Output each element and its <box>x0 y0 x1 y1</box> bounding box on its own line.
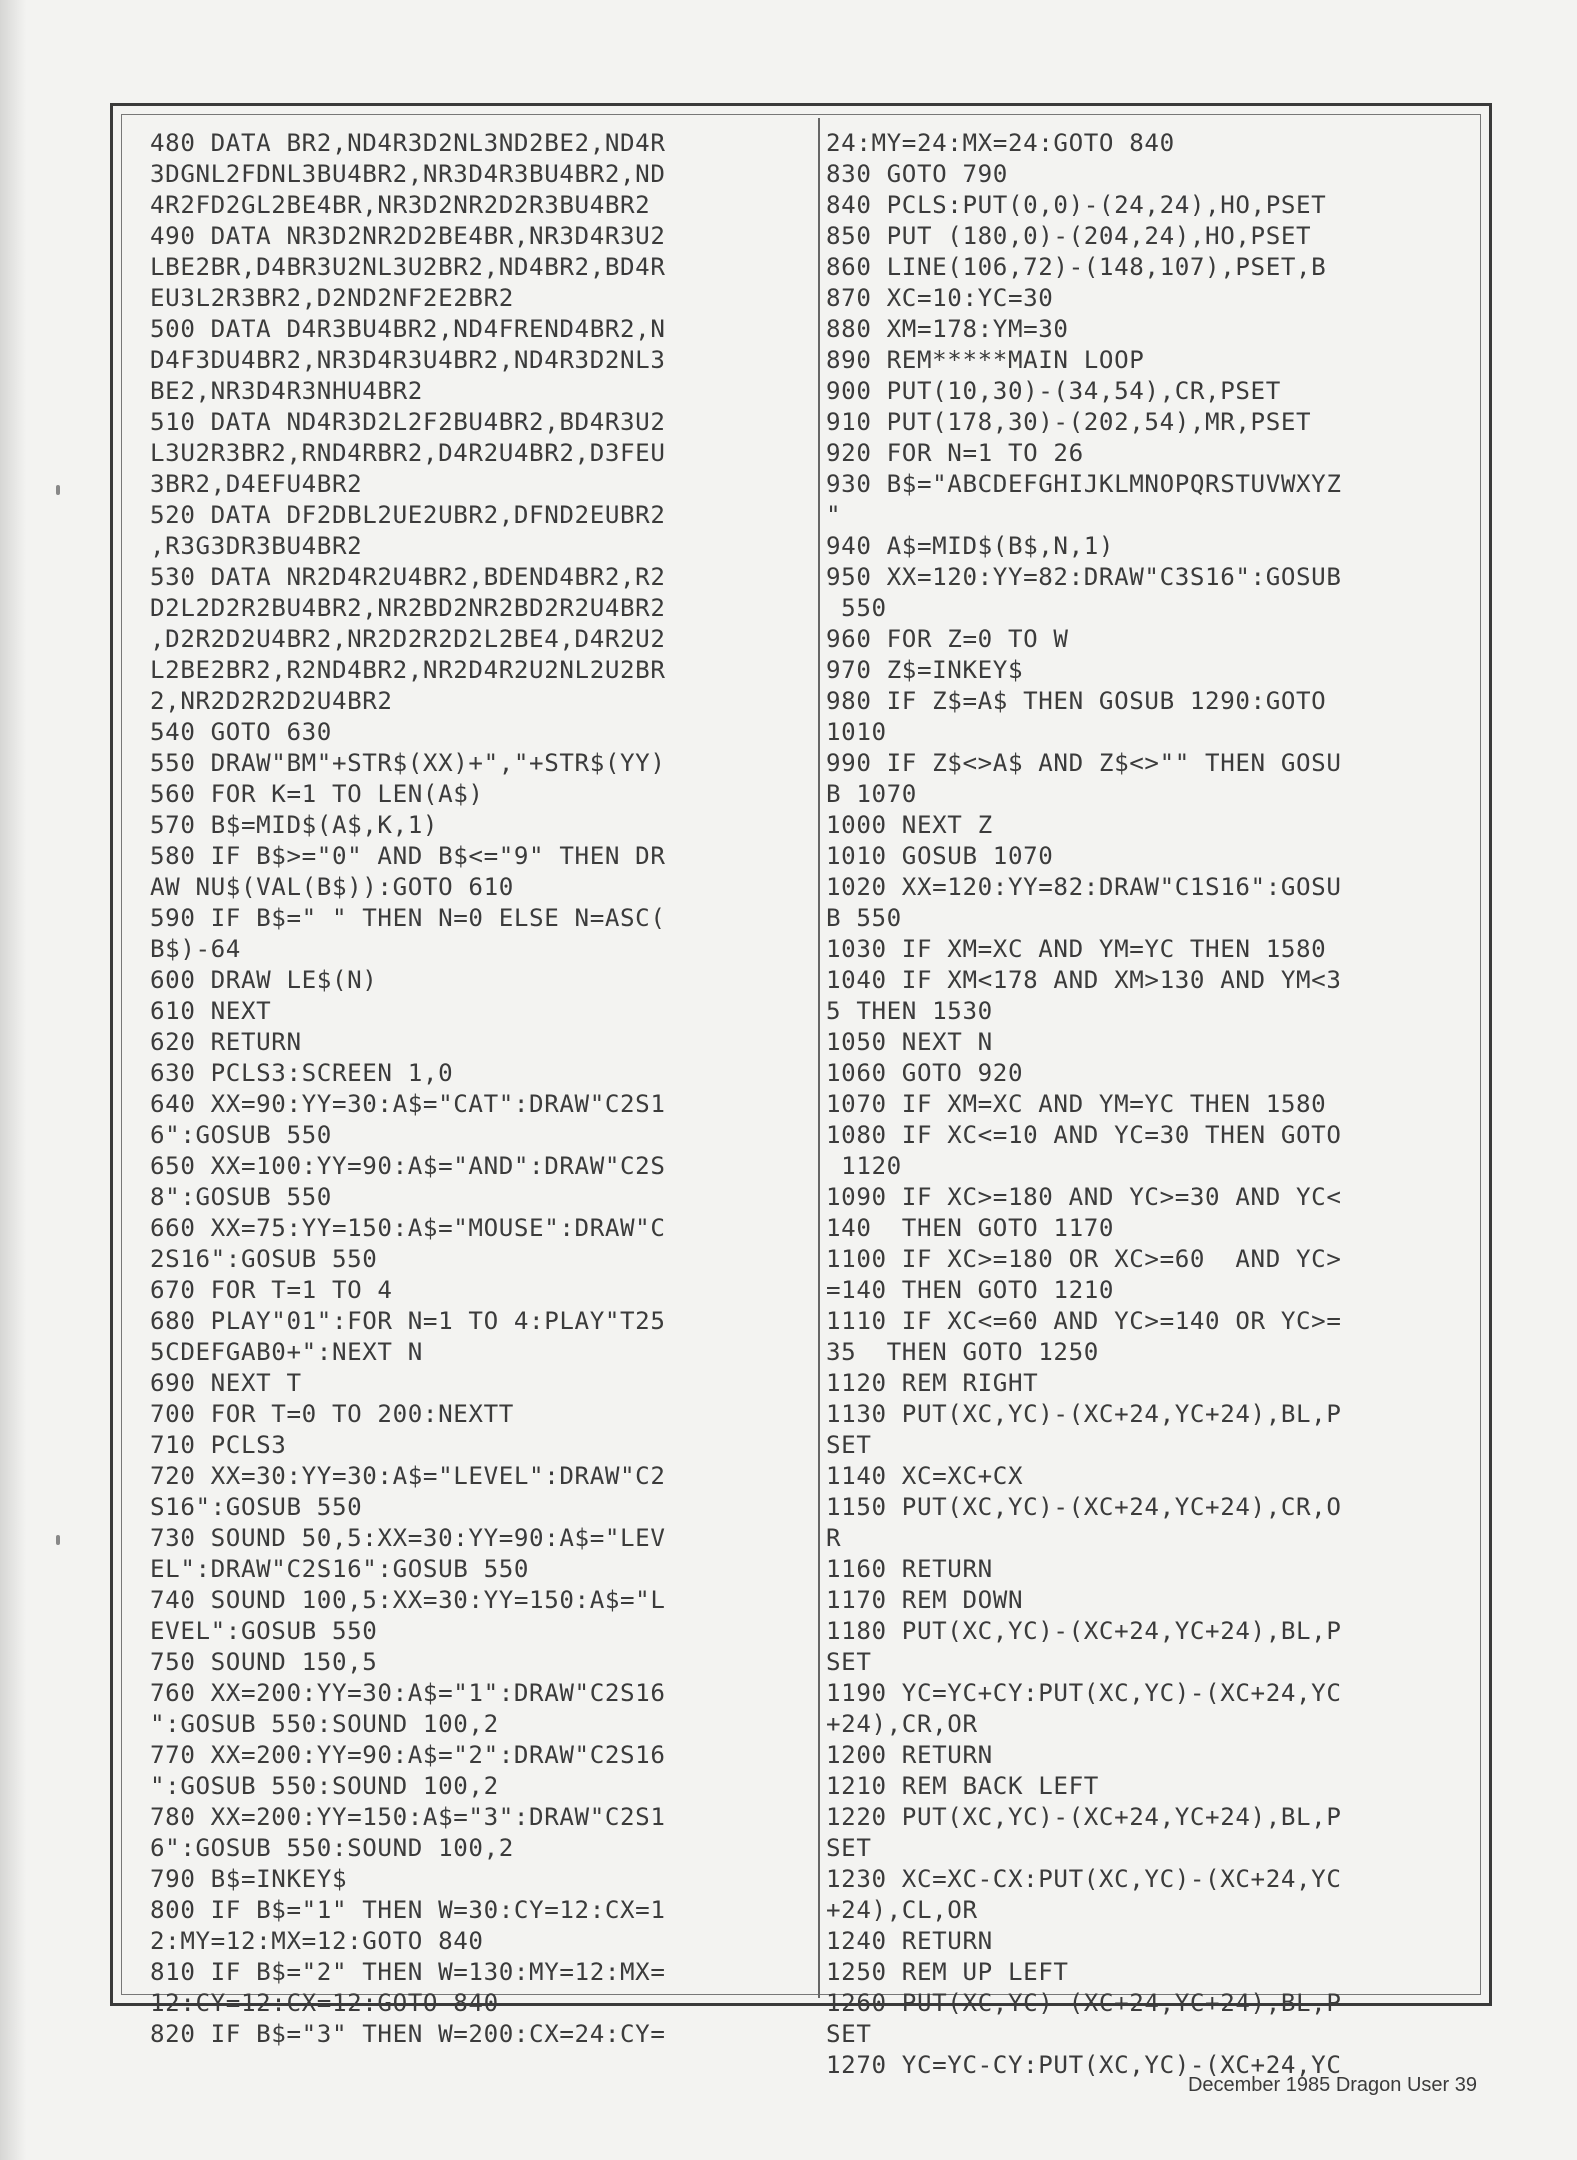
code-line: " <box>826 501 842 529</box>
code-line: SET <box>826 1648 872 1676</box>
code-line: L2BE2BR2,R2ND4BR2,NR2D4R2U2NL2U2BR <box>150 656 666 684</box>
code-line: 900 PUT(10,30)-(34,54),CR,PSET <box>826 377 1281 405</box>
code-line: 490 DATA NR3D2NR2D2BE4BR,NR3D4R3U2 <box>150 222 666 250</box>
code-line: 1240 RETURN <box>826 1927 993 1955</box>
code-line: +24),CL,OR <box>826 1896 978 1924</box>
code-line: 810 IF B$="2" THEN W=130:MY=12:MX= <box>150 1958 666 1986</box>
code-line: 1020 XX=120:YY=82:DRAW"C1S16":GOSU <box>826 873 1342 901</box>
code-line: SET <box>826 1834 872 1862</box>
code-line: 8":GOSUB 550 <box>150 1183 332 1211</box>
code-line: 950 XX=120:YY=82:DRAW"C3S16":GOSUB <box>826 563 1342 591</box>
code-line: BE2,NR3D4R3NHU4BR2 <box>150 377 423 405</box>
code-line: 1010 <box>826 718 887 746</box>
code-line: 860 LINE(106,72)-(148,107),PSET,B <box>826 253 1327 281</box>
code-line: 610 NEXT <box>150 997 272 1025</box>
code-line: 6":GOSUB 550 <box>150 1121 332 1149</box>
code-line: 1070 IF XM=XC AND YM=YC THEN 1580 <box>826 1090 1327 1118</box>
page-footer: December 1985 Dragon User 39 <box>1187 2074 1477 2096</box>
code-line: 870 XC=10:YC=30 <box>826 284 1054 312</box>
code-line: B 1070 <box>826 780 917 808</box>
code-line: 5CDEFGAB0+":NEXT N <box>150 1338 423 1366</box>
code-line: 1180 PUT(XC,YC)-(XC+24,YC+24),BL,P <box>826 1617 1342 1645</box>
code-line: EL":DRAW"C2S16":GOSUB 550 <box>150 1555 530 1583</box>
program-listing-right-column <box>826 128 1466 2081</box>
code-line: 1120 REM RIGHT <box>826 1369 1039 1397</box>
code-line: 970 Z$=INKEY$ <box>826 656 1024 684</box>
code-line: 880 XM=178:YM=30 <box>826 315 1069 343</box>
code-line: 800 IF B$="1" THEN W=30:CY=12:CX=1 <box>150 1896 666 1924</box>
code-line: 510 DATA ND4R3D2L2F2BU4BR2,BD4R3U2 <box>150 408 666 436</box>
code-line: 500 DATA D4R3BU4BR2,ND4FREND4BR2,N <box>150 315 666 343</box>
code-line: 560 FOR K=1 TO LEN(A$) <box>150 780 484 808</box>
code-line: 1150 PUT(XC,YC)-(XC+24,YC+24),CR,O <box>826 1493 1342 1521</box>
code-line: 930 B$="ABCDEFGHIJKLMNOPQRSTUVWXYZ <box>826 470 1342 498</box>
code-line: 530 DATA NR2D4R2U4BR2,BDEND4BR2,R2 <box>150 563 666 591</box>
code-line: EU3L2R3BR2,D2ND2NF2E2BR2 <box>150 284 514 312</box>
code-line: 1220 PUT(XC,YC)-(XC+24,YC+24),BL,P <box>826 1803 1342 1831</box>
binding-mark <box>56 1535 60 1545</box>
column-divider <box>818 118 820 1998</box>
code-line: 730 SOUND 50,5:XX=30:YY=90:A$="LEV <box>150 1524 666 1552</box>
code-line: 1250 REM UP LEFT <box>826 1958 1069 1986</box>
binding-mark <box>56 485 60 495</box>
code-line: ,R3G3DR3BU4BR2 <box>150 532 363 560</box>
code-line: 1170 REM DOWN <box>826 1586 1024 1614</box>
code-line: 830 GOTO 790 <box>826 160 1008 188</box>
code-line: 850 PUT (180,0)-(204,24),HO,PSET <box>826 222 1312 250</box>
code-line: 1260 PUT(XC,YC)-(XC+24,YC+24),BL,P <box>826 1989 1342 2017</box>
code-line: 4R2FD2GL2BE4BR,NR3D2NR2D2R3BU4BR2 <box>150 191 651 219</box>
code-line: 910 PUT(178,30)-(202,54),MR,PSET <box>826 408 1312 436</box>
code-line: 540 GOTO 630 <box>150 718 332 746</box>
code-line: 1130 PUT(XC,YC)-(XC+24,YC+24),BL,P <box>826 1400 1342 1428</box>
code-line: 520 DATA DF2DBL2UE2UBR2,DFND2EUBR2 <box>150 501 666 529</box>
code-line: 1200 RETURN <box>826 1741 993 1769</box>
code-line: 550 DRAW"BM"+STR$(XX)+","+STR$(YY) <box>150 749 666 777</box>
code-line: 570 B$=MID$(A$,K,1) <box>150 811 439 839</box>
code-line: 720 XX=30:YY=30:A$="LEVEL":DRAW"C2 <box>150 1462 666 1490</box>
code-line: SET <box>826 1431 872 1459</box>
code-line: 1120 <box>826 1152 902 1180</box>
code-line: B 550 <box>826 904 902 932</box>
code-line: D4F3DU4BR2,NR3D4R3U4BR2,ND4R3D2NL3 <box>150 346 666 374</box>
code-line: 1160 RETURN <box>826 1555 993 1583</box>
code-line: 890 REM*****MAIN LOOP <box>826 346 1145 374</box>
code-line: 3DGNL2FDNL3BU4BR2,NR3D4R3BU4BR2,ND <box>150 160 666 188</box>
code-line: 1230 XC=XC-CX:PUT(XC,YC)-(XC+24,YC <box>826 1865 1342 1893</box>
code-line: 3BR2,D4EFU4BR2 <box>150 470 363 498</box>
code-line: 920 FOR N=1 TO 26 <box>826 439 1084 467</box>
code-line: 640 XX=90:YY=30:A$="CAT":DRAW"C2S1 <box>150 1090 666 1118</box>
code-line: 660 XX=75:YY=150:A$="MOUSE":DRAW"C <box>150 1214 666 1242</box>
page-edge-shadow <box>0 0 26 2160</box>
code-line: =140 THEN GOTO 1210 <box>826 1276 1115 1304</box>
code-line: 1140 XC=XC+CX <box>826 1462 1024 1490</box>
code-line: 480 DATA BR2,ND4R3D2NL3ND2BE2,ND4R <box>150 129 666 157</box>
code-line: 580 IF B$>="0" AND B$<="9" THEN DR <box>150 842 666 870</box>
code-line: 1090 IF XC>=180 AND YC>=30 AND YC< <box>826 1183 1342 1211</box>
code-line: 740 SOUND 100,5:XX=30:YY=150:A$="L <box>150 1586 666 1614</box>
code-line: 1100 IF XC>=180 OR XC>=60 AND YC> <box>826 1245 1342 1273</box>
code-line: AW NU$(VAL(B$)):GOTO 610 <box>150 873 514 901</box>
program-listing-left-column <box>150 128 790 2050</box>
code-line: 680 PLAY"01":FOR N=1 TO 4:PLAY"T25 <box>150 1307 666 1335</box>
code-line: 760 XX=200:YY=30:A$="1":DRAW"C2S16 <box>150 1679 666 1707</box>
code-line: 1050 NEXT N <box>826 1028 993 1056</box>
code-line: 1270 YC=YC-CY:PUT(XC,YC)-(XC+24,YC <box>826 2051 1342 2079</box>
code-line: 550 <box>826 594 887 622</box>
code-line: 670 FOR T=1 TO 4 <box>150 1276 393 1304</box>
code-line: 1060 GOTO 920 <box>826 1059 1024 1087</box>
code-line: 940 A$=MID$(B$,N,1) <box>826 532 1115 560</box>
code-line: +24),CR,OR <box>826 1710 978 1738</box>
code-line: 1190 YC=YC+CY:PUT(XC,YC)-(XC+24,YC <box>826 1679 1342 1707</box>
code-line: SET <box>826 2020 872 2048</box>
code-line: 980 IF Z$=A$ THEN GOSUB 1290:GOTO <box>826 687 1327 715</box>
code-line: S16":GOSUB 550 <box>150 1493 363 1521</box>
code-line: 1010 GOSUB 1070 <box>826 842 1054 870</box>
code-line: 5 THEN 1530 <box>826 997 993 1025</box>
code-line: ":GOSUB 550:SOUND 100,2 <box>150 1710 499 1738</box>
code-line: 700 FOR T=0 TO 200:NEXTT <box>150 1400 514 1428</box>
code-line: 12:CY=12:CX=12:GOTO 840 <box>150 1989 499 2017</box>
code-line: 790 B$=INKEY$ <box>150 1865 348 1893</box>
code-line: EVEL":GOSUB 550 <box>150 1617 378 1645</box>
code-line: 1110 IF XC<=60 AND YC>=140 OR YC>= <box>826 1307 1342 1335</box>
code-line: 1000 NEXT Z <box>826 811 993 839</box>
code-line: 990 IF Z$<>A$ AND Z$<>"" THEN GOSU <box>826 749 1342 777</box>
code-line: 24:MY=24:MX=24:GOTO 840 <box>826 129 1175 157</box>
code-line: 840 PCLS:PUT(0,0)-(24,24),HO,PSET <box>826 191 1327 219</box>
code-line: 620 RETURN <box>150 1028 302 1056</box>
code-line: R <box>826 1524 842 1552</box>
code-line: 1080 IF XC<=10 AND YC=30 THEN GOTO <box>826 1121 1342 1149</box>
code-line: LBE2BR,D4BR3U2NL3U2BR2,ND4BR2,BD4R <box>150 253 666 281</box>
code-line: 820 IF B$="3" THEN W=200:CX=24:CY= <box>150 2020 666 2048</box>
code-line: 590 IF B$=" " THEN N=0 ELSE N=ASC( <box>150 904 666 932</box>
code-line: D2L2D2R2BU4BR2,NR2BD2NR2BD2R2U4BR2 <box>150 594 666 622</box>
code-line: 1030 IF XM=XC AND YM=YC THEN 1580 <box>826 935 1327 963</box>
code-line: 1210 REM BACK LEFT <box>826 1772 1099 1800</box>
code-line: L3U2R3BR2,RND4RBR2,D4R2U4BR2,D3FEU <box>150 439 666 467</box>
code-line: 710 PCLS3 <box>150 1431 287 1459</box>
code-line: 690 NEXT T <box>150 1369 302 1397</box>
code-line: 630 PCLS3:SCREEN 1,0 <box>150 1059 454 1087</box>
code-line: B$)-64 <box>150 935 241 963</box>
code-line: 140 THEN GOTO 1170 <box>826 1214 1115 1242</box>
code-line: 650 XX=100:YY=90:A$="AND":DRAW"C2S <box>150 1152 666 1180</box>
code-line: 770 XX=200:YY=90:A$="2":DRAW"C2S16 <box>150 1741 666 1769</box>
code-line: 1040 IF XM<178 AND XM>130 AND YM<3 <box>826 966 1342 994</box>
code-line: 6":GOSUB 550:SOUND 100,2 <box>150 1834 514 1862</box>
code-line: 2S16":GOSUB 550 <box>150 1245 378 1273</box>
code-line: 750 SOUND 150,5 <box>150 1648 378 1676</box>
code-line: ,D2R2D2U4BR2,NR2D2R2D2L2BE4,D4R2U2 <box>150 625 666 653</box>
code-line: 600 DRAW LE$(N) <box>150 966 378 994</box>
code-line: 780 XX=200:YY=150:A$="3":DRAW"C2S1 <box>150 1803 666 1831</box>
code-line: 2,NR2D2R2D2U4BR2 <box>150 687 393 715</box>
code-line: 35 THEN GOTO 1250 <box>826 1338 1099 1366</box>
code-line: 2:MY=12:MX=12:GOTO 840 <box>150 1927 484 1955</box>
code-line: ":GOSUB 550:SOUND 100,2 <box>150 1772 499 1800</box>
code-line: 960 FOR Z=0 TO W <box>826 625 1069 653</box>
